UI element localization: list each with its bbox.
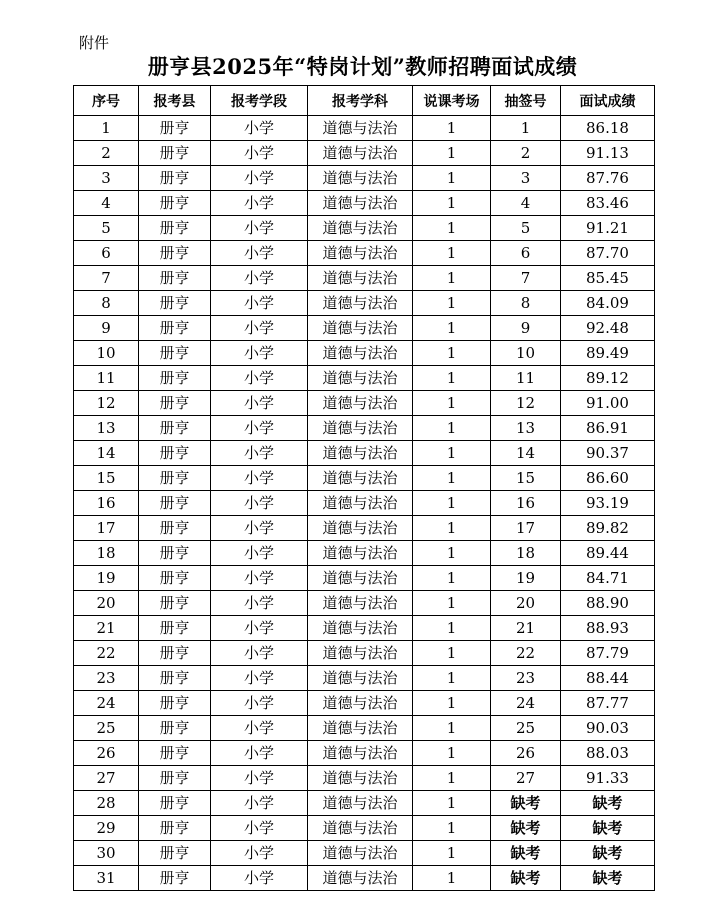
cell-interview-score: 缺考 [561,866,655,891]
cell-lot-number: 20 [491,591,561,616]
table-row [74,641,655,666]
table-row [74,191,655,216]
table-row [74,841,655,866]
table-row [74,666,655,691]
cell-subject: 道德与法治 [308,441,413,466]
cell-county: 册亨 [139,266,211,291]
cell-school-level: 小学 [211,416,308,441]
cell-lot-number: 缺考 [491,816,561,841]
cell-school-level: 小学 [211,491,308,516]
cell-interview-score: 92.48 [561,316,655,341]
cell-county: 册亨 [139,866,211,891]
cell-serial: 11 [74,366,139,391]
cell-serial: 29 [74,816,139,841]
table-body [74,116,655,891]
cell-county: 册亨 [139,366,211,391]
cell-exam-room: 1 [413,591,491,616]
cell-exam-room: 1 [413,366,491,391]
cell-interview-score: 91.21 [561,216,655,241]
table-row [74,141,655,166]
table-row [74,466,655,491]
cell-county: 册亨 [139,541,211,566]
cell-exam-room: 1 [413,541,491,566]
cell-exam-room: 1 [413,741,491,766]
cell-school-level: 小学 [211,791,308,816]
cell-serial: 25 [74,716,139,741]
table-row [74,766,655,791]
table-header-row [74,86,655,116]
table-row [74,566,655,591]
cell-interview-score: 85.45 [561,266,655,291]
cell-subject: 道德与法治 [308,416,413,441]
cell-lot-number: 25 [491,716,561,741]
cell-county: 册亨 [139,116,211,141]
cell-lot-number: 13 [491,416,561,441]
cell-serial: 12 [74,391,139,416]
cell-lot-number: 15 [491,466,561,491]
cell-serial: 4 [74,191,139,216]
cell-exam-room: 1 [413,466,491,491]
cell-lot-number: 缺考 [491,841,561,866]
cell-subject: 道德与法治 [308,466,413,491]
cell-serial: 30 [74,841,139,866]
cell-subject: 道德与法治 [308,391,413,416]
header-county: 报考县 [139,86,211,116]
cell-school-level: 小学 [211,566,308,591]
header-subject: 报考学科 [308,86,413,116]
cell-serial: 31 [74,866,139,891]
cell-interview-score: 90.37 [561,441,655,466]
cell-school-level: 小学 [211,616,308,641]
cell-school-level: 小学 [211,766,308,791]
cell-interview-score: 90.03 [561,716,655,741]
cell-county: 册亨 [139,591,211,616]
table-row [74,691,655,716]
cell-school-level: 小学 [211,191,308,216]
cell-serial: 14 [74,441,139,466]
cell-interview-score: 86.18 [561,116,655,141]
cell-county: 册亨 [139,391,211,416]
table-row [74,516,655,541]
cell-subject: 道德与法治 [308,491,413,516]
table-row [74,366,655,391]
cell-serial: 13 [74,416,139,441]
cell-interview-score: 87.70 [561,241,655,266]
cell-lot-number: 17 [491,516,561,541]
cell-county: 册亨 [139,691,211,716]
cell-school-level: 小学 [211,741,308,766]
cell-county: 册亨 [139,141,211,166]
cell-interview-score: 84.09 [561,291,655,316]
cell-interview-score: 88.90 [561,591,655,616]
cell-serial: 28 [74,791,139,816]
cell-exam-room: 1 [413,716,491,741]
cell-county: 册亨 [139,791,211,816]
cell-subject: 道德与法治 [308,641,413,666]
cell-school-level: 小学 [211,391,308,416]
table-row [74,266,655,291]
cell-exam-room: 1 [413,566,491,591]
cell-subject: 道德与法治 [308,716,413,741]
cell-subject: 道德与法治 [308,216,413,241]
table-row [74,291,655,316]
header-interview-score: 面试成绩 [561,86,655,116]
cell-school-level: 小学 [211,266,308,291]
cell-lot-number: 24 [491,691,561,716]
cell-interview-score: 93.19 [561,491,655,516]
cell-subject: 道德与法治 [308,541,413,566]
cell-exam-room: 1 [413,166,491,191]
cell-school-level: 小学 [211,716,308,741]
cell-school-level: 小学 [211,866,308,891]
cell-subject: 道德与法治 [308,691,413,716]
cell-school-level: 小学 [211,141,308,166]
cell-exam-room: 1 [413,141,491,166]
cell-school-level: 小学 [211,366,308,391]
cell-subject: 道德与法治 [308,266,413,291]
cell-subject: 道德与法治 [308,341,413,366]
cell-county: 册亨 [139,466,211,491]
cell-county: 册亨 [139,166,211,191]
cell-subject: 道德与法治 [308,241,413,266]
cell-serial: 16 [74,491,139,516]
table-row [74,341,655,366]
cell-interview-score: 87.79 [561,641,655,666]
cell-subject: 道德与法治 [308,816,413,841]
cell-subject: 道德与法治 [308,316,413,341]
cell-school-level: 小学 [211,516,308,541]
cell-school-level: 小学 [211,666,308,691]
cell-exam-room: 1 [413,416,491,441]
cell-subject: 道德与法治 [308,366,413,391]
cell-lot-number: 5 [491,216,561,241]
cell-exam-room: 1 [413,341,491,366]
cell-school-level: 小学 [211,441,308,466]
cell-subject: 道德与法治 [308,666,413,691]
cell-county: 册亨 [139,416,211,441]
cell-lot-number: 19 [491,566,561,591]
cell-exam-room: 1 [413,791,491,816]
cell-exam-room: 1 [413,766,491,791]
cell-subject: 道德与法治 [308,166,413,191]
cell-subject: 道德与法治 [308,766,413,791]
cell-school-level: 小学 [211,541,308,566]
cell-serial: 19 [74,566,139,591]
cell-exam-room: 1 [413,216,491,241]
cell-county: 册亨 [139,216,211,241]
cell-serial: 1 [74,116,139,141]
cell-lot-number: 6 [491,241,561,266]
cell-serial: 7 [74,266,139,291]
cell-serial: 2 [74,141,139,166]
cell-subject: 道德与法治 [308,116,413,141]
table-row [74,391,655,416]
cell-interview-score: 88.93 [561,616,655,641]
cell-interview-score: 84.71 [561,566,655,591]
cell-exam-room: 1 [413,116,491,141]
cell-interview-score: 缺考 [561,816,655,841]
cell-subject: 道德与法治 [308,141,413,166]
cell-school-level: 小学 [211,316,308,341]
cell-interview-score: 89.44 [561,541,655,566]
cell-interview-score: 86.60 [561,466,655,491]
cell-exam-room: 1 [413,191,491,216]
cell-county: 册亨 [139,616,211,641]
cell-exam-room: 1 [413,666,491,691]
cell-school-level: 小学 [211,591,308,616]
cell-serial: 15 [74,466,139,491]
interview-scores-table [73,85,655,891]
cell-lot-number: 16 [491,491,561,516]
cell-lot-number: 22 [491,641,561,666]
cell-lot-number: 缺考 [491,791,561,816]
cell-serial: 24 [74,691,139,716]
cell-serial: 23 [74,666,139,691]
cell-county: 册亨 [139,641,211,666]
cell-subject: 道德与法治 [308,291,413,316]
cell-exam-room: 1 [413,816,491,841]
cell-exam-room: 1 [413,491,491,516]
cell-interview-score: 89.82 [561,516,655,541]
cell-serial: 5 [74,216,139,241]
cell-county: 册亨 [139,741,211,766]
cell-school-level: 小学 [211,291,308,316]
cell-exam-room: 1 [413,266,491,291]
cell-serial: 17 [74,516,139,541]
cell-subject: 道德与法治 [308,591,413,616]
cell-interview-score: 83.46 [561,191,655,216]
cell-county: 册亨 [139,716,211,741]
cell-subject: 道德与法治 [308,191,413,216]
cell-subject: 道德与法治 [308,741,413,766]
cell-county: 册亨 [139,841,211,866]
cell-county: 册亨 [139,341,211,366]
cell-school-level: 小学 [211,466,308,491]
cell-county: 册亨 [139,241,211,266]
cell-subject: 道德与法治 [308,791,413,816]
cell-subject: 道德与法治 [308,516,413,541]
cell-interview-score: 缺考 [561,791,655,816]
cell-serial: 22 [74,641,139,666]
table-row [74,416,655,441]
cell-county: 册亨 [139,291,211,316]
cell-interview-score: 91.13 [561,141,655,166]
cell-lot-number: 27 [491,766,561,791]
table-row [74,441,655,466]
cell-county: 册亨 [139,666,211,691]
cell-interview-score: 91.33 [561,766,655,791]
cell-lot-number: 12 [491,391,561,416]
header-school-level: 报考学段 [211,86,308,116]
table-row [74,791,655,816]
header-serial: 序号 [74,86,139,116]
table-row [74,116,655,141]
cell-subject: 道德与法治 [308,566,413,591]
cell-serial: 9 [74,316,139,341]
table-row [74,241,655,266]
cell-interview-score: 88.03 [561,741,655,766]
cell-school-level: 小学 [211,166,308,191]
cell-school-level: 小学 [211,216,308,241]
cell-school-level: 小学 [211,241,308,266]
cell-lot-number: 23 [491,666,561,691]
table-row [74,491,655,516]
table-row [74,591,655,616]
cell-serial: 21 [74,616,139,641]
cell-interview-score: 86.91 [561,416,655,441]
table-row [74,716,655,741]
cell-lot-number: 4 [491,191,561,216]
cell-serial: 27 [74,766,139,791]
cell-school-level: 小学 [211,341,308,366]
cell-county: 册亨 [139,566,211,591]
table-row [74,616,655,641]
cell-county: 册亨 [139,816,211,841]
cell-lot-number: 10 [491,341,561,366]
cell-serial: 26 [74,741,139,766]
cell-county: 册亨 [139,491,211,516]
cell-interview-score: 89.49 [561,341,655,366]
cell-exam-room: 1 [413,616,491,641]
cell-county: 册亨 [139,766,211,791]
cell-school-level: 小学 [211,816,308,841]
cell-lot-number: 8 [491,291,561,316]
table-row [74,741,655,766]
cell-lot-number: 2 [491,141,561,166]
cell-school-level: 小学 [211,116,308,141]
cell-exam-room: 1 [413,866,491,891]
cell-exam-room: 1 [413,441,491,466]
cell-exam-room: 1 [413,291,491,316]
cell-lot-number: 7 [491,266,561,291]
cell-county: 册亨 [139,316,211,341]
cell-exam-room: 1 [413,391,491,416]
document-title: 册亨县2025年“特岗计划”教师招聘面试成绩 [147,54,578,79]
cell-lot-number: 21 [491,616,561,641]
cell-serial: 3 [74,166,139,191]
table-row [74,316,655,341]
cell-lot-number: 1 [491,116,561,141]
header-lot-number: 抽签号 [491,86,561,116]
cell-lot-number: 11 [491,366,561,391]
cell-county: 册亨 [139,441,211,466]
cell-interview-score: 88.44 [561,666,655,691]
cell-exam-room: 1 [413,516,491,541]
cell-subject: 道德与法治 [308,841,413,866]
cell-county: 册亨 [139,191,211,216]
cell-interview-score: 87.77 [561,691,655,716]
cell-exam-room: 1 [413,641,491,666]
cell-serial: 20 [74,591,139,616]
cell-lot-number: 14 [491,441,561,466]
cell-interview-score: 91.00 [561,391,655,416]
cell-exam-room: 1 [413,691,491,716]
cell-interview-score: 89.12 [561,366,655,391]
cell-school-level: 小学 [211,691,308,716]
cell-serial: 18 [74,541,139,566]
cell-serial: 10 [74,341,139,366]
header-exam-room: 说课考场 [413,86,491,116]
cell-subject: 道德与法治 [308,616,413,641]
table-row [74,866,655,891]
cell-interview-score: 缺考 [561,841,655,866]
cell-lot-number: 缺考 [491,866,561,891]
table-row [74,166,655,191]
attachment-label: 附件 [79,34,110,52]
cell-school-level: 小学 [211,641,308,666]
table-row [74,541,655,566]
cell-exam-room: 1 [413,841,491,866]
cell-subject: 道德与法治 [308,866,413,891]
cell-serial: 6 [74,241,139,266]
cell-lot-number: 9 [491,316,561,341]
table-row [74,816,655,841]
cell-serial: 8 [74,291,139,316]
cell-interview-score: 87.76 [561,166,655,191]
cell-school-level: 小学 [211,841,308,866]
cell-exam-room: 1 [413,241,491,266]
cell-exam-room: 1 [413,316,491,341]
table-row [74,216,655,241]
cell-lot-number: 26 [491,741,561,766]
cell-lot-number: 3 [491,166,561,191]
cell-lot-number: 18 [491,541,561,566]
cell-county: 册亨 [139,516,211,541]
